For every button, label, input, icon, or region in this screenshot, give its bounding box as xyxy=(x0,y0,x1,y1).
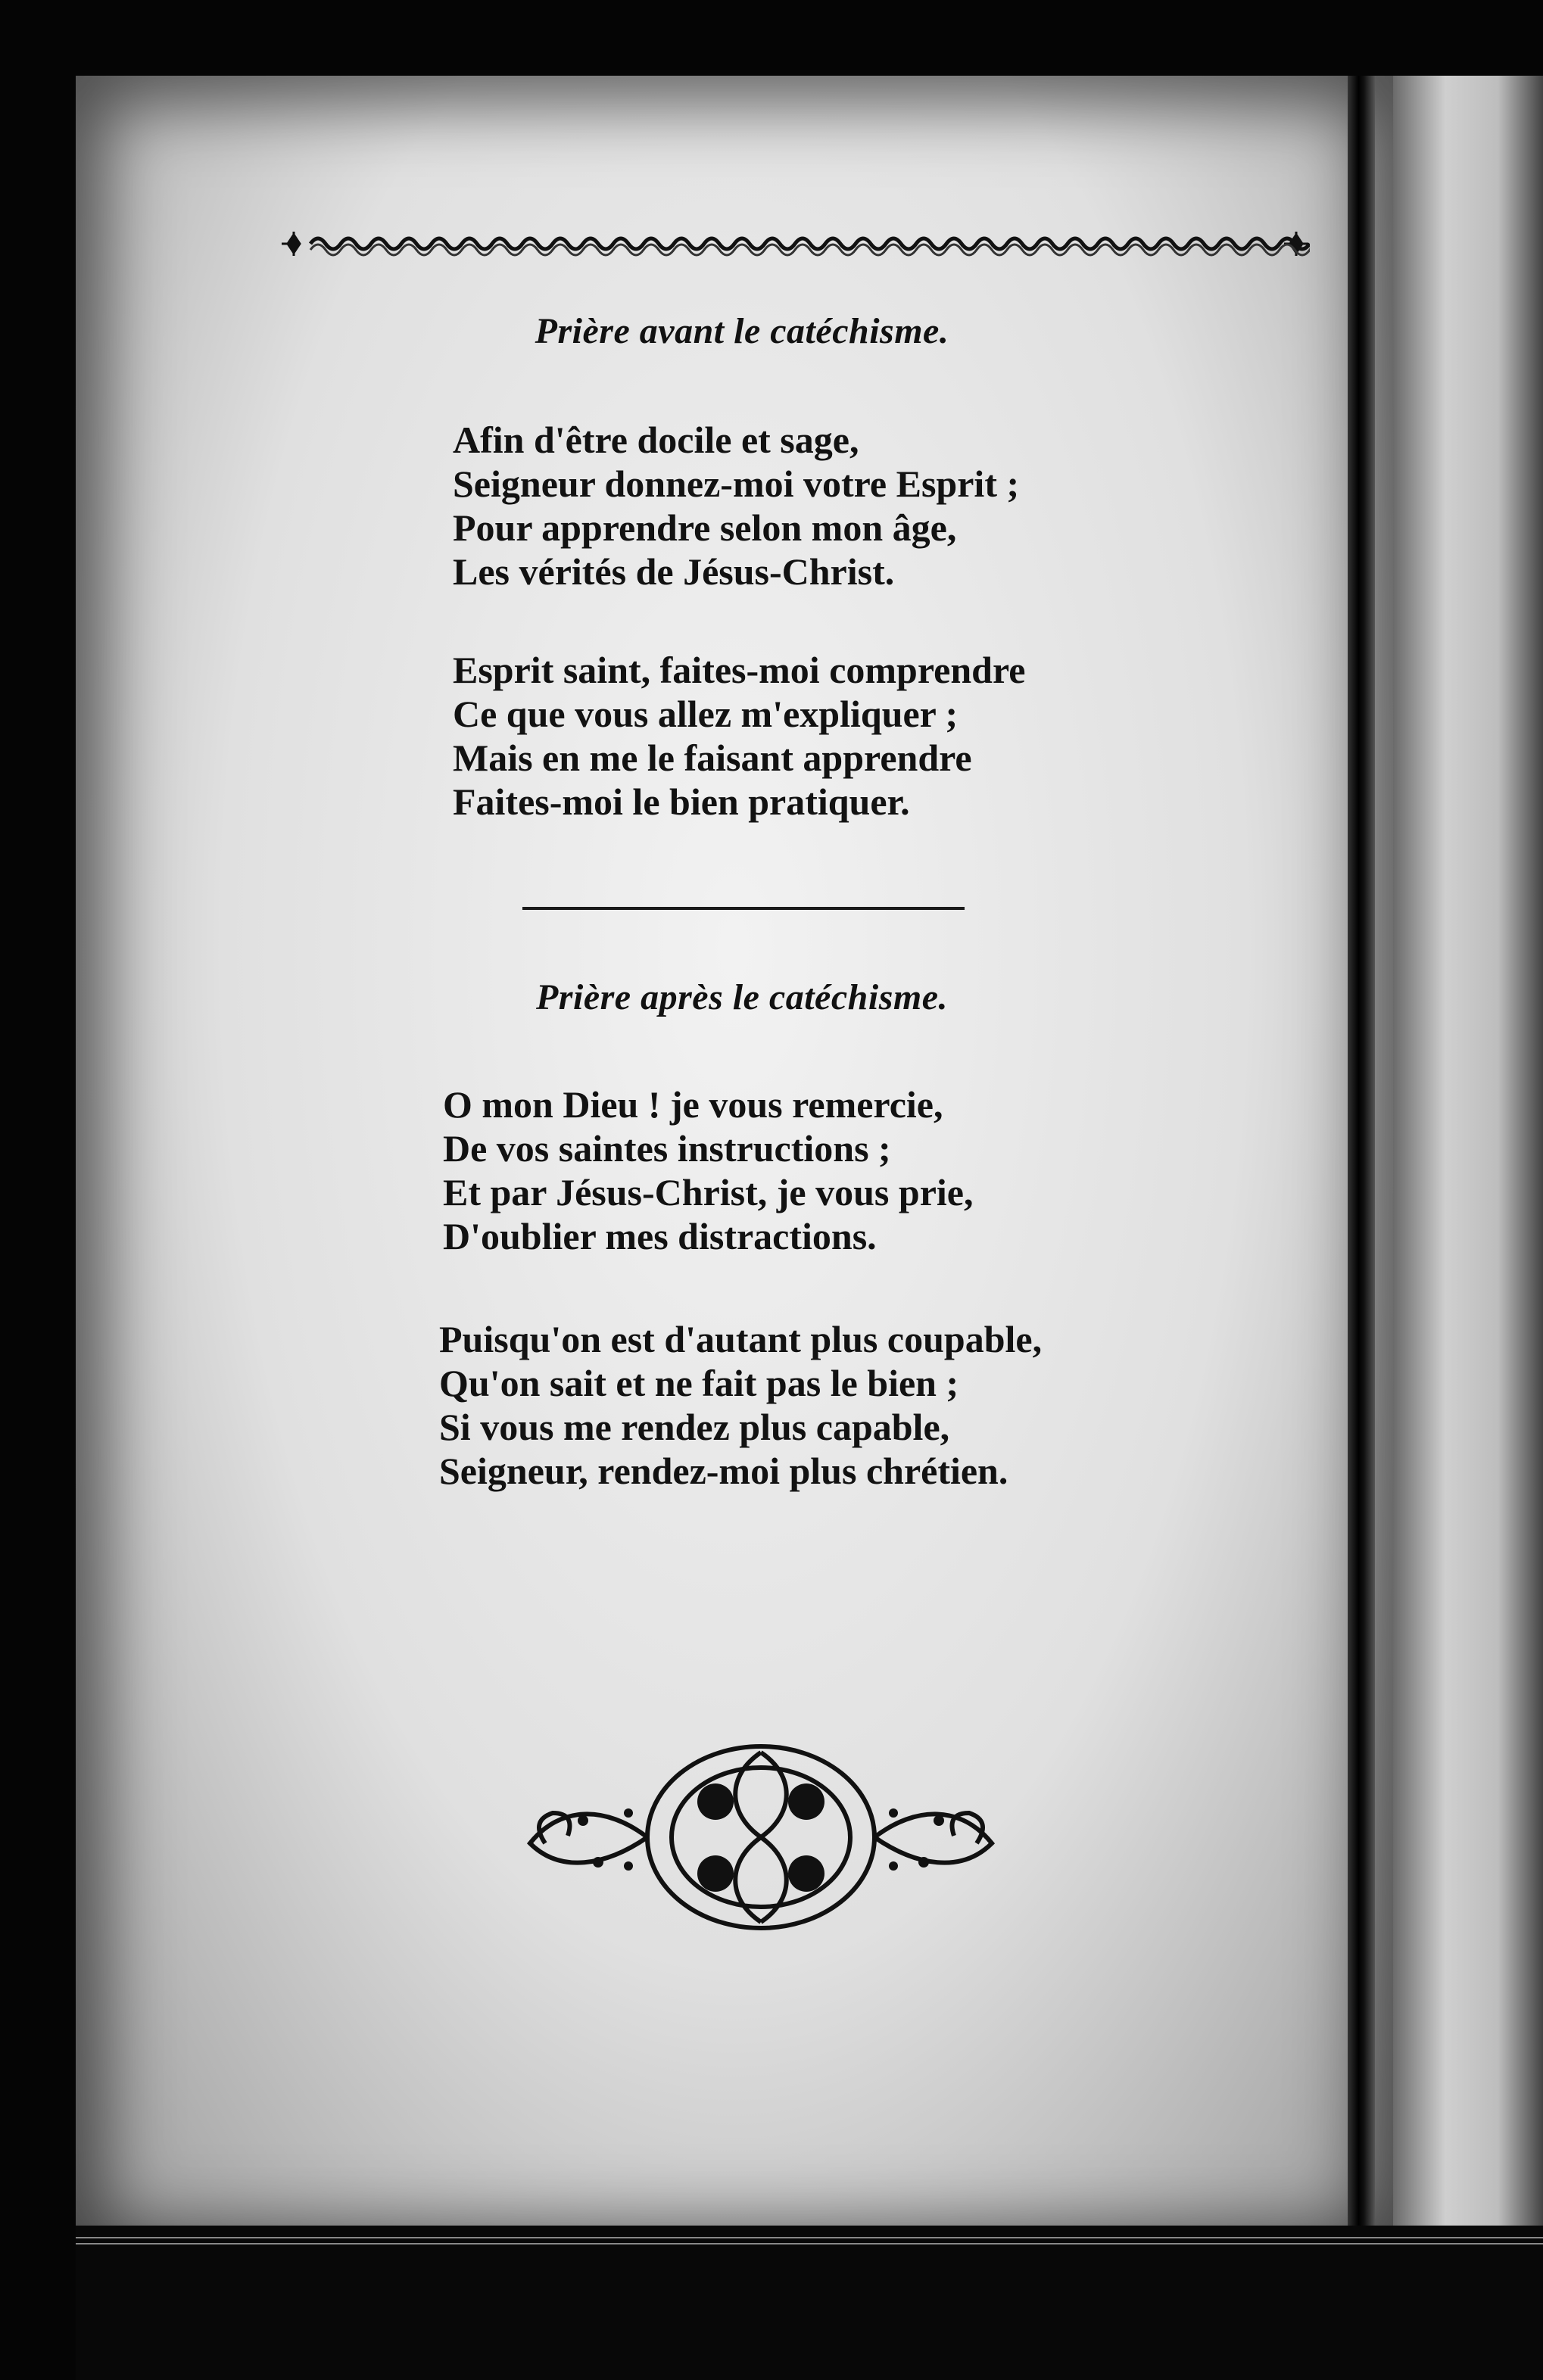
verse-line: Ce que vous allez m'expliquer ; xyxy=(453,693,959,735)
prayer-before-stanza-1 xyxy=(453,418,1019,593)
verse-line: De vos saintes instructions ; xyxy=(443,1127,891,1170)
verse-line: D'oublier mes distractions. xyxy=(443,1215,877,1257)
verse-line: Seigneur donnez-moi votre Esprit ; xyxy=(453,463,1020,505)
wavy-border-ornament-icon xyxy=(280,227,1310,260)
prayer-after-stanza-1 xyxy=(443,1083,973,1258)
verse-line: Faites-moi le bien pratiquer. xyxy=(453,780,910,823)
verse-line: Mais en me le faisant apprendre xyxy=(453,737,972,779)
prayer-before-stanza-2 xyxy=(453,648,1025,824)
adjacent-page-edge xyxy=(1393,76,1543,2256)
prayer-before-title: Prière avant le catéchisme. xyxy=(535,311,949,351)
scan-shadow xyxy=(76,2226,1543,2380)
verse-line: Si vous me rendez plus capable, xyxy=(439,1406,950,1448)
verse-line: Les vérités de Jésus-Christ. xyxy=(453,550,895,593)
verse-line: Afin d'être docile et sage, xyxy=(453,419,859,461)
prayer-after-title: Prière après le catéchisme. xyxy=(535,977,949,1017)
verse-line: Seigneur, rendez-moi plus chrétien. xyxy=(439,1450,1008,1492)
verse-line: Qu'on sait et ne fait pas le bien ; xyxy=(439,1362,959,1404)
verse-line: Esprit saint, faites-moi comprendre xyxy=(453,649,1026,691)
verse-line: Puisqu'on est d'autant plus coupable, xyxy=(439,1318,1043,1360)
verse-line: Et par Jésus-Christ, je vous prie, xyxy=(443,1171,974,1213)
book-gutter xyxy=(1348,76,1375,2256)
section-divider xyxy=(522,907,965,910)
floral-vignette-ornament-icon xyxy=(515,1730,1007,1945)
prayer-after-stanza-2 xyxy=(439,1317,1042,1493)
bottom-edge-line xyxy=(76,2237,1543,2244)
verse-line: O mon Dieu ! je vous remercie, xyxy=(443,1083,943,1126)
verse-line: Pour apprendre selon mon âge, xyxy=(453,506,957,549)
